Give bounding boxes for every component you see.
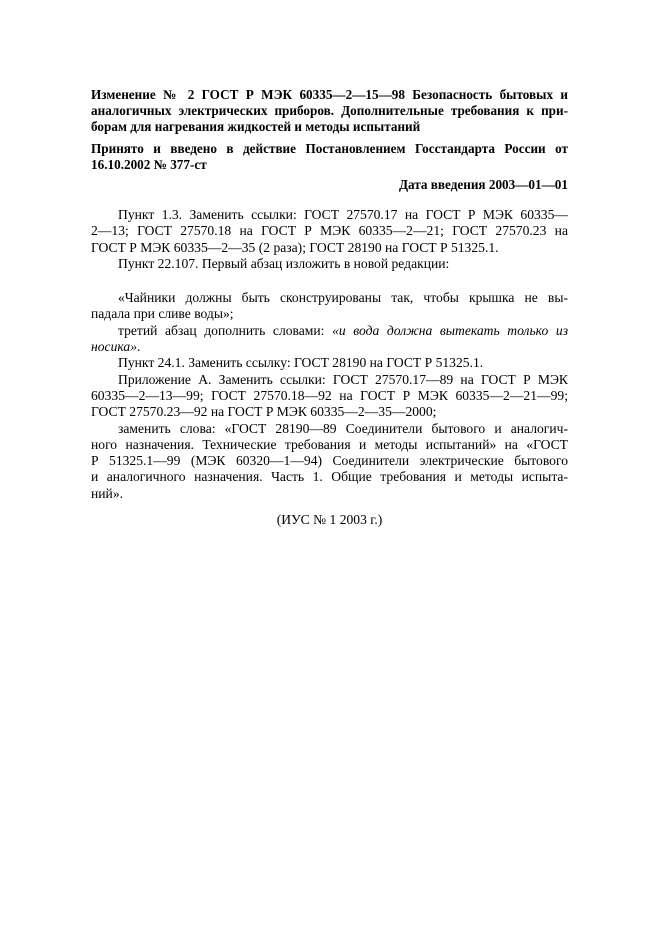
paragraph-line: Пункт 24.1. Заменить ссылку: ГОСТ 28190 на ГОСТ Р 51325.1. <box>118 355 484 370</box>
paragraph-line <box>91 339 568 355</box>
paragraph-line: Пункт 1.3. Заменить ссылки: ГОСТ 27570.17 на ГОСТ Р МЭК 60335— <box>118 207 568 222</box>
paragraph-line: ний». <box>91 486 124 501</box>
paragraph-line: заменить слова: «ГОСТ 28190—89 Соединители бытового и аналогич- <box>118 421 568 436</box>
paragraph-line: «Чайники должны быть сконструированы так, чтобы крышка не вы- <box>118 290 568 305</box>
text: третий абзац дополнить словами: <box>118 323 333 338</box>
adoption-note: 16.10.2002 № 377-ст <box>91 157 207 172</box>
paragraph-line: Приложение А. Заменить ссылки: ГОСТ 27570.17—89 на ГОСТ Р МЭК <box>118 372 568 387</box>
paragraph-line: Р 51325.1—99 (МЭК 60320—1—94) Соединители электрические бытового <box>91 453 568 468</box>
paragraph-line: и аналогичного назначения. Часть 1. Общие требования и методы испыта- <box>91 469 568 484</box>
amendment-title: борам для нагревания жидкостей и методы испытаний <box>91 119 421 134</box>
paragraph-line: падала при сливе воды»; <box>91 306 234 321</box>
source-reference: (ИУС № 1 2003 г.) <box>276 512 383 527</box>
adoption-note: Принято и введено в действие Постановлением Госстандарта России от <box>91 141 568 156</box>
paragraph-line: ного назначения. Технические требования и методы испытаний» на «ГОСТ <box>91 437 568 452</box>
quoted-text: «и вода должна вытекать только из <box>332 323 568 338</box>
effective-date: Дата введения 2003—01—01 <box>398 177 568 192</box>
paragraph-line: ГОСТ Р МЭК 60335—2—35 (2 раза); ГОСТ 28190 на ГОСТ Р 51325.1. <box>91 240 499 255</box>
paragraph-line: ГОСТ 27570.23—92 на ГОСТ Р МЭК 60335—2—35—2000; <box>91 404 437 419</box>
text: . <box>137 339 141 354</box>
amendment-title: аналогичных электрических приборов. Дополнительные требования к при- <box>91 103 568 118</box>
amendment-title: Изменение № 2 ГОСТ Р МЭК 60335—2—15—98 Безопасность бытовых и <box>91 87 568 102</box>
paragraph-line: 60335—2—13—99; ГОСТ 27570.18—92 на ГОСТ Р МЭК 60335—2—21—99; <box>91 388 568 403</box>
paragraph-line: Пункт 22.107. Первый абзац изложить в новой редакции: <box>118 256 450 271</box>
quoted-text: носика» <box>91 339 137 354</box>
paragraph-line: 2—13; ГОСТ 27570.18 на ГОСТ Р МЭК 60335—2—21; ГОСТ 27570.23 на <box>91 223 568 238</box>
paragraph-line <box>118 323 568 339</box>
